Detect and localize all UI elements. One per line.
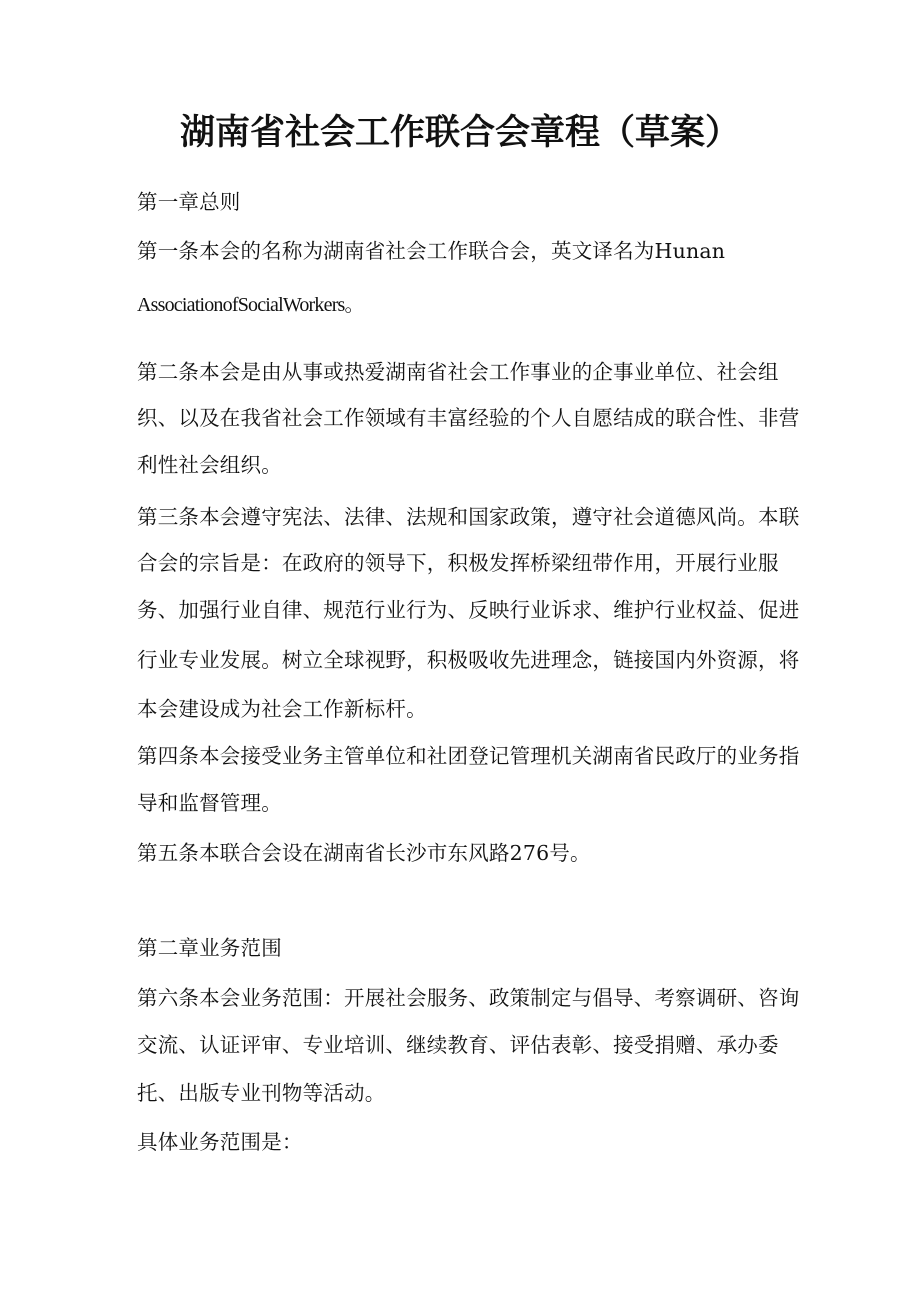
article-3-line-1: 第三条本会遵守宪法、法律、法规和国家政策，遵守社会道德风尚。本联 xyxy=(137,505,800,529)
article-1-line-1: 第一条本会的名称为湖南省社会工作联合会，英文译名为Hunan xyxy=(137,239,726,263)
article-6-line-3: 托、出版专业刊物等活动。 xyxy=(137,1081,386,1105)
article-3-line-2: 合会的宗旨是：在政府的领导下，积极发挥桥梁纽带作用，开展行业服 xyxy=(137,551,779,575)
article-1-line-2: AssociationofSocialWorkers。 xyxy=(137,294,364,316)
article-3-line-5: 本会建设成为社会工作新标杆。 xyxy=(137,697,427,721)
article-2-line-3: 利性社会组织。 xyxy=(137,453,282,477)
business-scope-lead: 具体业务范围是： xyxy=(137,1130,303,1154)
chapter-1-heading: 第一章总则 xyxy=(137,190,241,214)
article-3-line-3: 务、加强行业自律、规范行业行为、反映行业诉求、维护行业权益、促进 xyxy=(137,598,800,622)
article-5-line-1: 第五条本联合会设在湖南省长沙市东风路276号。 xyxy=(137,841,591,865)
document-title: 湖南省社会工作联合会章程（草案） xyxy=(179,113,740,153)
article-4-line-1: 第四条本会接受业务主管单位和社团登记管理机关湖南省民政厅的业务指 xyxy=(137,744,800,768)
article-3-line-4: 行业专业发展。树立全球视野，积极吸收先进理念，链接国内外资源，将 xyxy=(137,648,800,672)
article-2-line-2: 织、以及在我省社会工作领域有丰富经验的个人自愿结成的联合性、非营 xyxy=(137,406,800,430)
article-2-line-1: 第二条本会是由从事或热爱湖南省社会工作事业的企事业单位、社会组 xyxy=(137,360,779,384)
article-4-line-2: 导和监督管理。 xyxy=(137,791,282,815)
chapter-2-heading: 第二章业务范围 xyxy=(137,936,282,960)
article-6-line-1: 第六条本会业务范围：开展社会服务、政策制定与倡导、考察调研、咨询 xyxy=(137,986,800,1010)
article-6-line-2: 交流、认证评审、专业培训、继续教育、评估表彰、接受捐赠、承办委 xyxy=(137,1033,779,1057)
